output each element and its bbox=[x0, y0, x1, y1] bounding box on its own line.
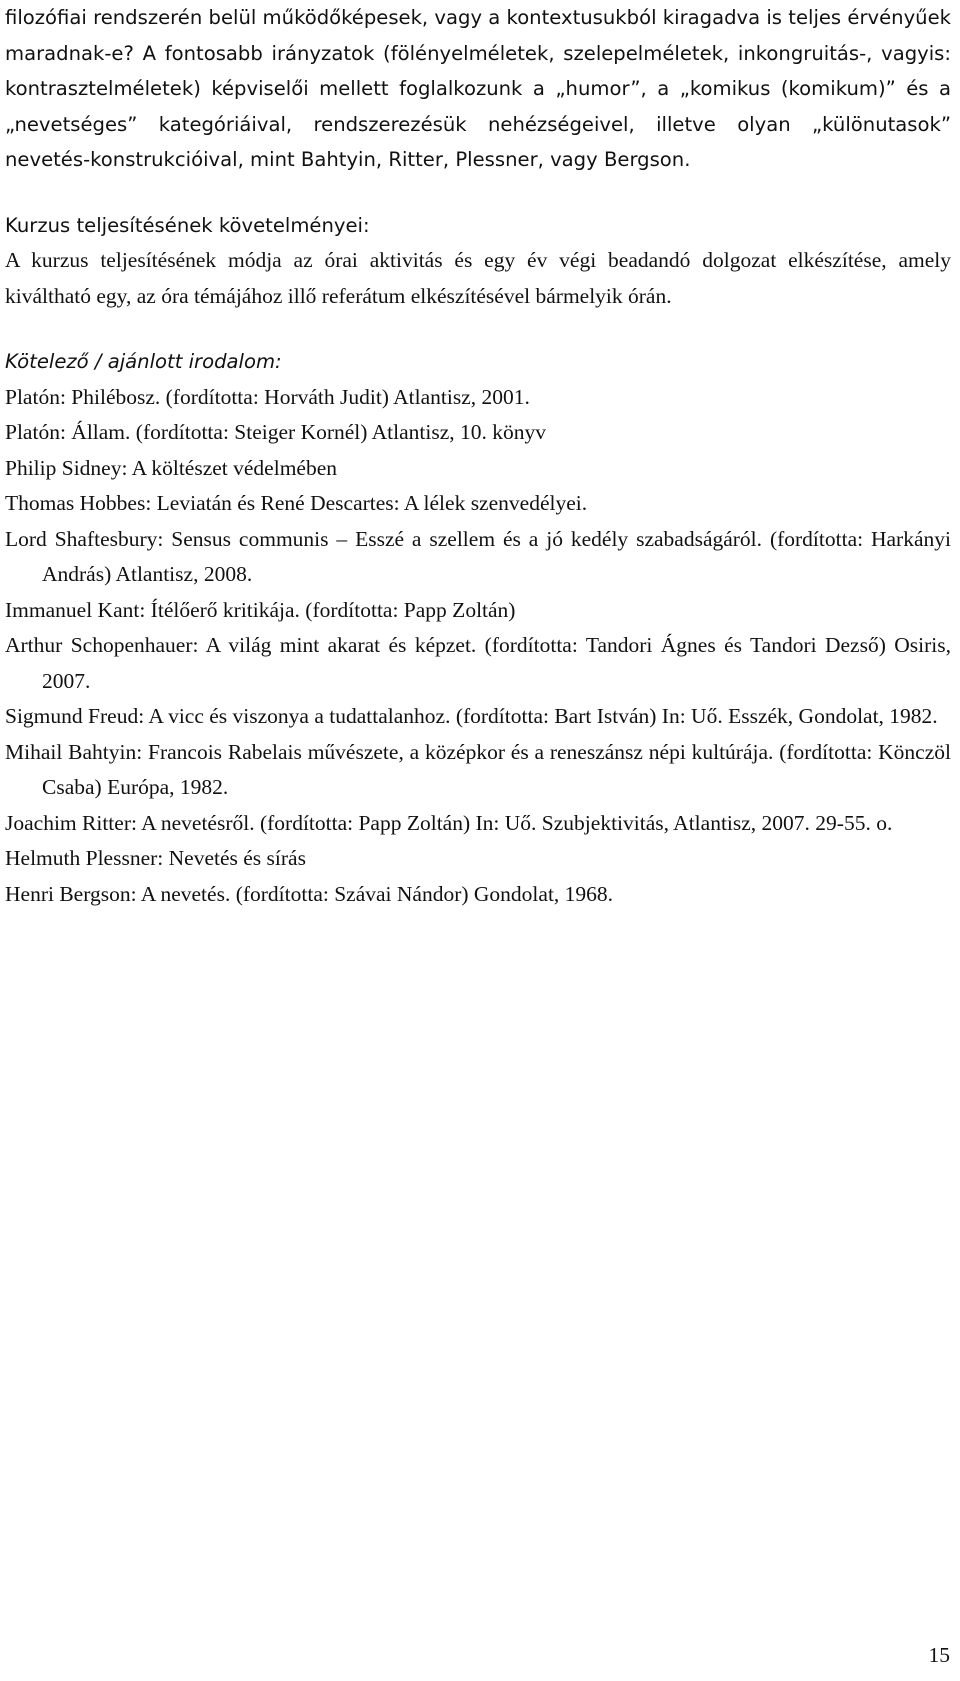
requirements-paragraph: A kurzus teljesítésének módja az órai aktivitás és egy év végi beadandó dolgozat elkészítése, amely kiváltható egy, az óra témájához illő referátum elkészítésével bármelyik órán. bbox=[5, 248, 951, 308]
literature-heading: Kötelező / ajánlott irodalom: bbox=[5, 350, 282, 373]
page-number: 15 bbox=[928, 1643, 950, 1667]
literature-item: Lord Shaftesbury: Sensus communis – Esszé a szellem és a jó kedély szabadságáról. (fordította: Harkányi András) Atlantisz, 2008. bbox=[5, 526, 951, 586]
literature-item: Platón: Philébosz. (fordította: Horváth Judit) Atlantisz, 2001. bbox=[5, 384, 530, 409]
literature-item: Sigmund Freud: A vicc és viszonya a tudattalanhoz. (fordította: Bart István) In: Uő. Esszék, Gondolat, 1982. bbox=[5, 704, 938, 728]
document-page bbox=[5, 0, 951, 912]
literature-item: Joachim Ritter: A nevetésről. (fordította: Papp Zoltán) In: Uő. Szubjektivitás, Atlantisz, 2007. 29-55. o. bbox=[5, 810, 893, 835]
intro-paragraph: filozófiai rendszerén belül működőképesek, vagy a kontextusukból kiragadva is teljes érvényűek maradnak-e? A fontosabb irányzatok (fölényelméletek, szelepelméletek, inkongruitás-, vagyis: kontrasztelméletek) képviselői mellett foglalkozunk a „humor”, a „komikus (komikum)” és a „nevetséges” kategóriáival, rendszerezésük nehézségeivel, illetve olyan „különutasok” nevetés-konstrukcióival, mint Bahtyin, Ritter, Plessner, vagy Bergson. bbox=[5, 6, 951, 171]
literature-list bbox=[5, 380, 951, 913]
requirements-label: Kurzus teljesítésének követelményei: bbox=[5, 213, 370, 237]
literature-item: Henri Bergson: A nevetés. (fordította: Szávai Nándor) Gondolat, 1968. bbox=[5, 881, 614, 906]
literature-item: Thomas Hobbes: Leviatán és René Descartes: A lélek szenvedélyei. bbox=[5, 491, 588, 515]
literature-item: Mihail Bahtyin: Francois Rabelais művészete, a középkor és a reneszánsz népi kultúrája. (fordította: Könczöl Csaba) Európa, 1982. bbox=[5, 739, 951, 799]
literature-item: Arthur Schopenhauer: A világ mint akarat és képzet. (fordította: Tandori Ágnes és Tandori Dezső) Osiris, 2007. bbox=[5, 633, 951, 693]
literature-item: Immanuel Kant: Ítélőerő kritikája. (fordította: Papp Zoltán) bbox=[5, 597, 516, 622]
literature-item: Platón: Állam. (fordította: Steiger Kornél) Atlantisz, 10. könyv bbox=[5, 420, 546, 444]
spacer bbox=[5, 178, 951, 208]
spacer bbox=[5, 314, 951, 344]
literature-item: Helmuth Plessner: Nevetés és sírás bbox=[5, 846, 306, 870]
literature-item: Philip Sidney: A költészet védelmében bbox=[5, 455, 338, 480]
